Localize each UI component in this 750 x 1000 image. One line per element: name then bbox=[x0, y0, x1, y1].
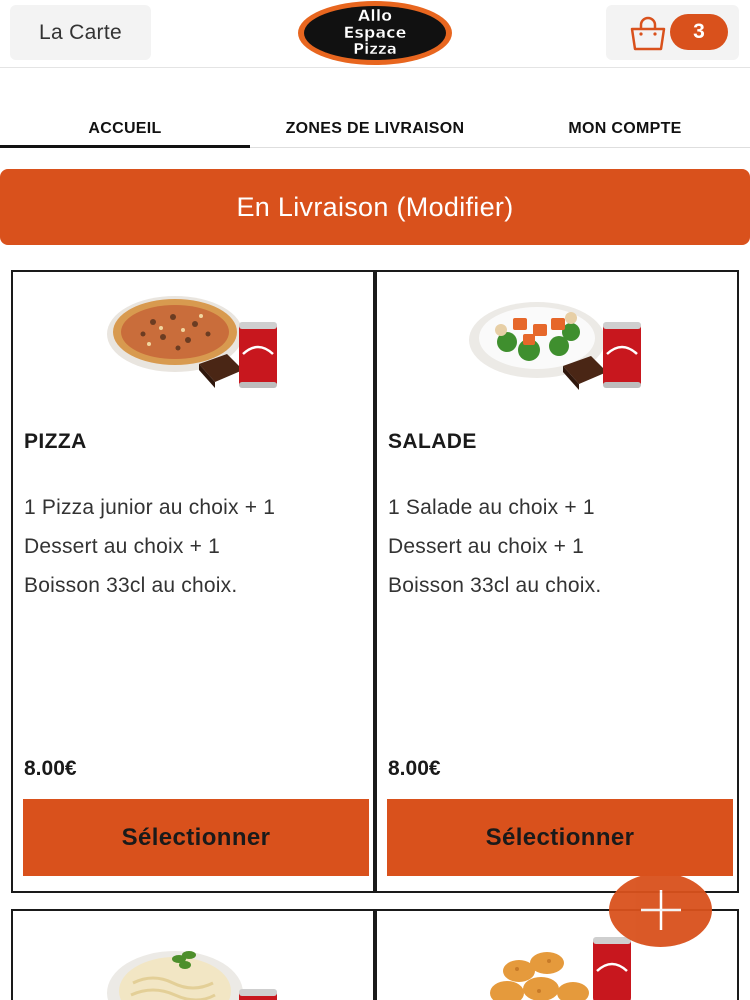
add-fab-button[interactable] bbox=[609, 873, 712, 947]
select-button[interactable]: Sélectionner bbox=[23, 799, 369, 876]
pasta-menu-image bbox=[103, 933, 293, 1000]
plus-icon bbox=[639, 888, 683, 932]
menu-price: 8.00€ bbox=[388, 757, 441, 780]
nuggets-menu-image bbox=[467, 931, 657, 1000]
logo-line-1: Allo bbox=[357, 6, 393, 25]
salad-menu-image bbox=[467, 292, 657, 402]
cart-count-badge: 3 bbox=[670, 14, 728, 50]
menu-card-pizza[interactable] bbox=[11, 270, 375, 893]
menu-description: 1 Pizza junior au choix + 1 Dessert au choix + 1 Boisson 33cl au choix. bbox=[24, 496, 276, 597]
logo-line-3: Pizza bbox=[353, 40, 397, 58]
menu-card-pasta[interactable] bbox=[11, 909, 375, 1000]
menu-description: 1 Salade au choix + 1 Dessert au choix + 1 Boisson 33cl au choix. bbox=[388, 496, 602, 597]
tab-mon-compte[interactable]: MON COMPTE bbox=[568, 119, 682, 137]
nav-tabs bbox=[0, 110, 750, 148]
pizza-menu-image bbox=[103, 292, 293, 402]
logo[interactable] bbox=[296, 0, 454, 66]
cart-button[interactable] bbox=[606, 5, 739, 60]
select-button[interactable]: Sélectionner bbox=[387, 799, 733, 876]
delivery-mode-button[interactable]: En Livraison (Modifier) bbox=[0, 169, 750, 245]
logo-line-2: Espace bbox=[343, 23, 407, 42]
menu-title: SALADE bbox=[388, 430, 477, 453]
menu-button[interactable]: La Carte bbox=[10, 5, 151, 60]
tab-zones-de-livraison[interactable]: ZONES DE LIVRAISON bbox=[285, 119, 465, 137]
shopping-bag-icon bbox=[628, 16, 668, 52]
tab-accueil[interactable]: ACCUEIL bbox=[0, 110, 250, 147]
menu-title: PIZZA bbox=[24, 430, 87, 453]
app-header bbox=[0, 0, 750, 68]
menu-price: 8.00€ bbox=[24, 757, 77, 780]
menu-card-salade[interactable] bbox=[375, 270, 739, 893]
